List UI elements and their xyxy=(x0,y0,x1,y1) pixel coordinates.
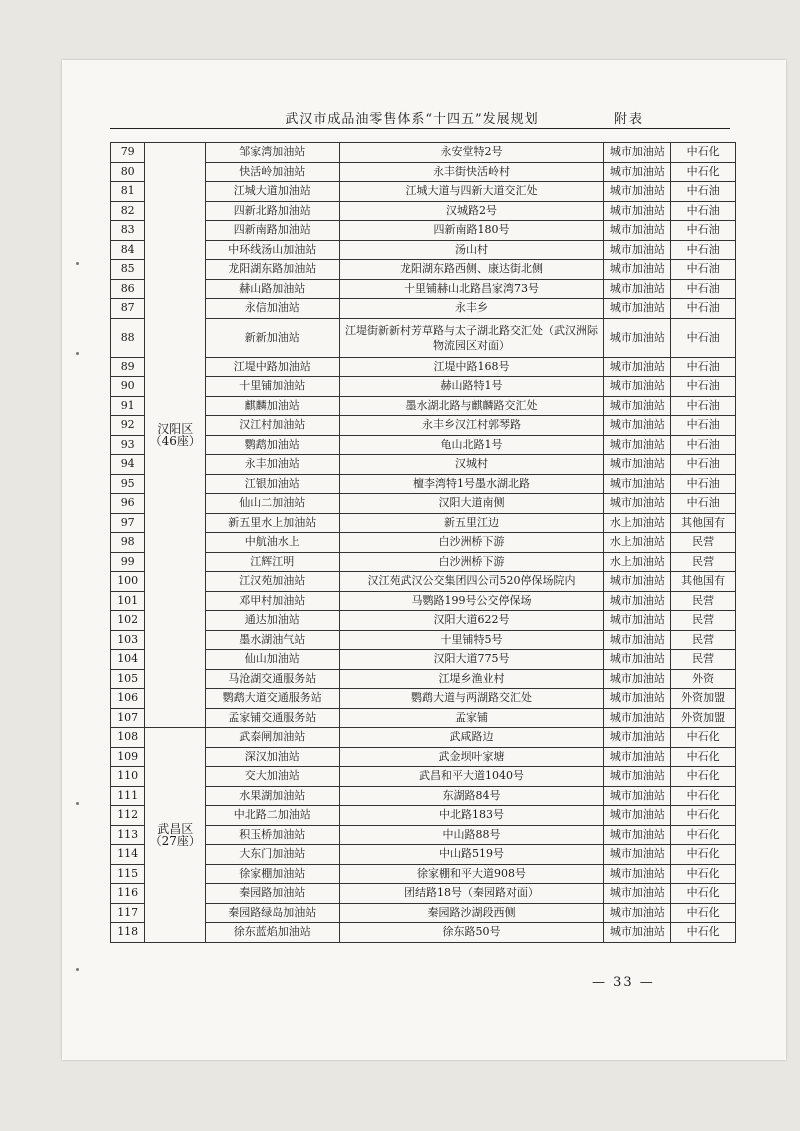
station-type-cell: 城市加油站 xyxy=(604,494,671,514)
row-number-cell: 82 xyxy=(111,201,145,221)
row-number-cell: 101 xyxy=(111,591,145,611)
address-cell: 秦园路沙湖段西侧 xyxy=(339,903,604,923)
station-name-cell: 鹦鹉大道交通服务站 xyxy=(206,689,339,709)
ownership-cell: 外资加盟 xyxy=(671,708,736,728)
address-cell: 团结路18号（秦园路对面） xyxy=(339,884,604,904)
station-type-cell: 城市加油站 xyxy=(604,377,671,397)
station-name-cell: 通达加油站 xyxy=(206,611,339,631)
row-number-cell: 104 xyxy=(111,650,145,670)
ownership-cell: 中石油 xyxy=(671,182,736,202)
ownership-cell: 中石化 xyxy=(671,825,736,845)
address-cell: 汉阳大道775号 xyxy=(339,650,604,670)
ownership-cell: 中石油 xyxy=(671,474,736,494)
address-cell: 永丰乡汉江村郭琴路 xyxy=(339,416,604,436)
row-number-cell: 113 xyxy=(111,825,145,845)
station-type-cell: 城市加油站 xyxy=(604,708,671,728)
station-type-cell: 城市加油站 xyxy=(604,825,671,845)
row-number-cell: 106 xyxy=(111,689,145,709)
ownership-cell: 中石油 xyxy=(671,494,736,514)
row-number-cell: 114 xyxy=(111,845,145,865)
row-number-cell: 94 xyxy=(111,455,145,475)
station-name-cell: 仙山加油站 xyxy=(206,650,339,670)
ownership-cell: 中石化 xyxy=(671,923,736,943)
address-cell: 江堤中路168号 xyxy=(339,357,604,377)
row-number-cell: 84 xyxy=(111,240,145,260)
ownership-cell: 民营 xyxy=(671,591,736,611)
gas-station-table xyxy=(110,142,736,943)
station-type-cell: 城市加油站 xyxy=(604,143,671,163)
row-number-cell: 102 xyxy=(111,611,145,631)
row-number-cell: 86 xyxy=(111,279,145,299)
address-cell: 江城大道与四新大道交汇处 xyxy=(339,182,604,202)
row-number-cell: 112 xyxy=(111,806,145,826)
station-name-cell: 仙山二加油站 xyxy=(206,494,339,514)
station-type-cell: 城市加油站 xyxy=(604,357,671,377)
station-name-cell: 四新南路加油站 xyxy=(206,221,339,241)
table-row xyxy=(111,728,736,748)
address-cell: 新五里江边 xyxy=(339,513,604,533)
station-name-cell: 徐东蓝焰加油站 xyxy=(206,923,339,943)
station-type-cell: 城市加油站 xyxy=(604,240,671,260)
address-cell: 永丰乡 xyxy=(339,299,604,319)
ownership-cell: 中石化 xyxy=(671,884,736,904)
table-row xyxy=(111,143,736,163)
address-cell: 龟山北路1号 xyxy=(339,435,604,455)
page-number: — 33 — xyxy=(592,975,655,990)
station-name-cell: 江辉江明 xyxy=(206,552,339,572)
address-cell: 赫山路特1号 xyxy=(339,377,604,397)
ownership-cell: 中石油 xyxy=(671,416,736,436)
district-cell xyxy=(145,728,206,943)
row-number-cell: 116 xyxy=(111,884,145,904)
address-cell: 白沙洲桥下游 xyxy=(339,533,604,553)
station-type-cell: 城市加油站 xyxy=(604,435,671,455)
station-name-cell: 中航油水上 xyxy=(206,533,339,553)
station-type-cell: 城市加油站 xyxy=(604,572,671,592)
address-cell: 孟家铺 xyxy=(339,708,604,728)
ownership-cell: 中石油 xyxy=(671,396,736,416)
row-number-cell: 80 xyxy=(111,162,145,182)
row-number-cell: 107 xyxy=(111,708,145,728)
ownership-cell: 中石油 xyxy=(671,260,736,280)
address-cell: 武金坝叶家塘 xyxy=(339,747,604,767)
station-type-cell: 城市加油站 xyxy=(604,279,671,299)
ownership-cell: 中石化 xyxy=(671,786,736,806)
address-cell: 东湖路84号 xyxy=(339,786,604,806)
ownership-cell: 中石油 xyxy=(671,240,736,260)
binding-hole-mark xyxy=(76,262,79,265)
address-cell: 汉阳大道南侧 xyxy=(339,494,604,514)
address-cell: 永丰街快活岭村 xyxy=(339,162,604,182)
station-type-cell: 城市加油站 xyxy=(604,884,671,904)
row-number-cell: 100 xyxy=(111,572,145,592)
ownership-cell: 民营 xyxy=(671,552,736,572)
ownership-cell: 中石油 xyxy=(671,455,736,475)
station-name-cell: 四新北路加油站 xyxy=(206,201,339,221)
ownership-cell: 其他国有 xyxy=(671,513,736,533)
document-page xyxy=(62,60,786,1060)
station-name-cell: 江银加油站 xyxy=(206,474,339,494)
ownership-cell: 中石油 xyxy=(671,318,736,357)
station-name-cell: 深汉加油站 xyxy=(206,747,339,767)
row-number-cell: 79 xyxy=(111,143,145,163)
ownership-cell: 民营 xyxy=(671,650,736,670)
binding-hole-mark xyxy=(76,352,79,355)
ownership-cell: 中石化 xyxy=(671,767,736,787)
station-name-cell: 中北路二加油站 xyxy=(206,806,339,826)
ownership-cell: 外资 xyxy=(671,669,736,689)
station-name-cell: 交大加油站 xyxy=(206,767,339,787)
district-name: 武昌区 xyxy=(157,821,194,836)
station-type-cell: 城市加油站 xyxy=(604,416,671,436)
row-number-cell: 111 xyxy=(111,786,145,806)
address-cell: 汉阳大道622号 xyxy=(339,611,604,631)
ownership-cell: 外资加盟 xyxy=(671,689,736,709)
row-number-cell: 83 xyxy=(111,221,145,241)
station-name-cell: 龙阳湖东路加油站 xyxy=(206,260,339,280)
station-type-cell: 城市加油站 xyxy=(604,201,671,221)
address-cell: 鹦鹉大道与两湖路交汇处 xyxy=(339,689,604,709)
district-station-count: （46座） xyxy=(149,434,201,448)
address-cell: 汉城村 xyxy=(339,455,604,475)
row-number-cell: 118 xyxy=(111,923,145,943)
station-name-cell: 墨水湖油气站 xyxy=(206,630,339,650)
station-type-cell: 城市加油站 xyxy=(604,182,671,202)
address-cell: 汤山村 xyxy=(339,240,604,260)
address-cell: 墨水湖北路与麒麟路交汇处 xyxy=(339,396,604,416)
ownership-cell: 中石油 xyxy=(671,357,736,377)
row-number-cell: 91 xyxy=(111,396,145,416)
station-type-cell: 水上加油站 xyxy=(604,533,671,553)
row-number-cell: 110 xyxy=(111,767,145,787)
ownership-cell: 中石油 xyxy=(671,299,736,319)
row-number-cell: 87 xyxy=(111,299,145,319)
station-name-cell: 积玉桥加油站 xyxy=(206,825,339,845)
address-cell: 四新南路180号 xyxy=(339,221,604,241)
district-cell xyxy=(145,143,206,728)
station-name-cell: 永信加油站 xyxy=(206,299,339,319)
station-name-cell: 汉江村加油站 xyxy=(206,416,339,436)
station-name-cell: 新五里水上加油站 xyxy=(206,513,339,533)
ownership-cell: 民营 xyxy=(671,533,736,553)
row-number-cell: 99 xyxy=(111,552,145,572)
station-name-cell: 水果湖加油站 xyxy=(206,786,339,806)
row-number-cell: 95 xyxy=(111,474,145,494)
district-name: 汉阳区 xyxy=(157,422,194,436)
station-type-cell: 城市加油站 xyxy=(604,728,671,748)
ownership-cell: 中石化 xyxy=(671,162,736,182)
address-cell: 檀李湾特1号墨水湖北路 xyxy=(339,474,604,494)
station-name-cell: 中环线汤山加油站 xyxy=(206,240,339,260)
station-type-cell: 城市加油站 xyxy=(604,786,671,806)
station-type-cell: 城市加油站 xyxy=(604,260,671,280)
row-number-cell: 105 xyxy=(111,669,145,689)
appendix-label: 附表 xyxy=(614,112,645,127)
station-type-cell: 城市加油站 xyxy=(604,864,671,884)
ownership-cell: 民营 xyxy=(671,630,736,650)
station-type-cell: 城市加油站 xyxy=(604,903,671,923)
station-name-cell: 鹦鹉加油站 xyxy=(206,435,339,455)
station-name-cell: 十里铺加油站 xyxy=(206,377,339,397)
station-name-cell: 孟家铺交通服务站 xyxy=(206,708,339,728)
station-type-cell: 城市加油站 xyxy=(604,630,671,650)
address-cell: 汉江苑武汉公交集团四公司520停保场院内 xyxy=(339,572,604,592)
station-name-cell: 江城大道加油站 xyxy=(206,182,339,202)
district-station-count: （27座） xyxy=(149,833,201,848)
station-name-cell: 马沧湖交通服务站 xyxy=(206,669,339,689)
station-type-cell: 城市加油站 xyxy=(604,474,671,494)
binding-hole-mark xyxy=(76,968,79,971)
address-cell: 马鹦路199号公交停保场 xyxy=(339,591,604,611)
station-name-cell: 江汉苑加油站 xyxy=(206,572,339,592)
station-type-cell: 城市加油站 xyxy=(604,396,671,416)
address-cell: 武咸路边 xyxy=(339,728,604,748)
row-number-cell: 97 xyxy=(111,513,145,533)
station-name-cell: 麒麟加油站 xyxy=(206,396,339,416)
row-number-cell: 81 xyxy=(111,182,145,202)
ownership-cell: 中石化 xyxy=(671,864,736,884)
ownership-cell: 中石油 xyxy=(671,201,736,221)
ownership-cell: 中石油 xyxy=(671,377,736,397)
ownership-cell: 民营 xyxy=(671,611,736,631)
address-cell: 徐家棚和平大道908号 xyxy=(339,864,604,884)
station-name-cell: 秦园路绿岛加油站 xyxy=(206,903,339,923)
row-number-cell: 103 xyxy=(111,630,145,650)
station-name-cell: 大东门加油站 xyxy=(206,845,339,865)
station-type-cell: 城市加油站 xyxy=(604,221,671,241)
station-name-cell: 新新加油站 xyxy=(206,318,339,357)
station-name-cell: 邹家湾加油站 xyxy=(206,143,339,163)
row-number-cell: 117 xyxy=(111,903,145,923)
address-cell: 十里铺特5号 xyxy=(339,630,604,650)
binding-hole-mark xyxy=(76,802,79,805)
station-type-cell: 水上加油站 xyxy=(604,552,671,572)
address-cell: 十里铺赫山北路昌家湾73号 xyxy=(339,279,604,299)
address-cell: 江堤街新新村芳草路与太子湖北路交汇处（武汉洲际物流园区对面） xyxy=(339,318,604,357)
address-cell: 徐东路50号 xyxy=(339,923,604,943)
address-cell: 江堤乡渔业村 xyxy=(339,669,604,689)
row-number-cell: 109 xyxy=(111,747,145,767)
station-name-cell: 江堤中路加油站 xyxy=(206,357,339,377)
row-number-cell: 88 xyxy=(111,318,145,357)
station-type-cell: 城市加油站 xyxy=(604,591,671,611)
ownership-cell: 中石油 xyxy=(671,279,736,299)
address-cell: 汉城路2号 xyxy=(339,201,604,221)
ownership-cell: 其他国有 xyxy=(671,572,736,592)
address-cell: 中北路183号 xyxy=(339,806,604,826)
ownership-cell: 中石油 xyxy=(671,435,736,455)
address-cell: 永安堂特2号 xyxy=(339,143,604,163)
station-name-cell: 邓甲村加油站 xyxy=(206,591,339,611)
address-cell: 武昌和平大道1040号 xyxy=(339,767,604,787)
station-name-cell: 永丰加油站 xyxy=(206,455,339,475)
address-cell: 龙阳湖东路西侧、康达街北侧 xyxy=(339,260,604,280)
station-type-cell: 城市加油站 xyxy=(604,455,671,475)
station-type-cell: 城市加油站 xyxy=(604,299,671,319)
row-number-cell: 90 xyxy=(111,377,145,397)
row-number-cell: 115 xyxy=(111,864,145,884)
station-type-cell: 城市加油站 xyxy=(604,650,671,670)
station-type-cell: 城市加油站 xyxy=(604,747,671,767)
address-cell: 白沙洲桥下游 xyxy=(339,552,604,572)
station-type-cell: 城市加油站 xyxy=(604,806,671,826)
row-number-cell: 89 xyxy=(111,357,145,377)
station-type-cell: 城市加油站 xyxy=(604,611,671,631)
station-type-cell: 城市加油站 xyxy=(604,318,671,357)
station-type-cell: 城市加油站 xyxy=(604,689,671,709)
station-type-cell: 城市加油站 xyxy=(604,845,671,865)
ownership-cell: 中石化 xyxy=(671,728,736,748)
ownership-cell: 中石化 xyxy=(671,845,736,865)
header-divider xyxy=(110,128,730,129)
station-name-cell: 武泰闸加油站 xyxy=(206,728,339,748)
station-name-cell: 秦园路加油站 xyxy=(206,884,339,904)
ownership-cell: 中石化 xyxy=(671,747,736,767)
row-number-cell: 93 xyxy=(111,435,145,455)
ownership-cell: 中石化 xyxy=(671,143,736,163)
ownership-cell: 中石化 xyxy=(671,903,736,923)
address-cell: 中山路88号 xyxy=(339,825,604,845)
station-name-cell: 赫山路加油站 xyxy=(206,279,339,299)
station-type-cell: 城市加油站 xyxy=(604,923,671,943)
station-type-cell: 城市加油站 xyxy=(604,767,671,787)
ownership-cell: 中石化 xyxy=(671,806,736,826)
station-type-cell: 水上加油站 xyxy=(604,513,671,533)
address-cell: 中山路519号 xyxy=(339,845,604,865)
station-type-cell: 城市加油站 xyxy=(604,669,671,689)
station-name-cell: 快活岭加油站 xyxy=(206,162,339,182)
ownership-cell: 中石油 xyxy=(671,221,736,241)
row-number-cell: 108 xyxy=(111,728,145,748)
row-number-cell: 85 xyxy=(111,260,145,280)
row-number-cell: 96 xyxy=(111,494,145,514)
row-number-cell: 92 xyxy=(111,416,145,436)
row-number-cell: 98 xyxy=(111,533,145,553)
document-title: 武汉市成品油零售体系“十四五”发展规划 xyxy=(285,112,539,127)
station-type-cell: 城市加油站 xyxy=(604,162,671,182)
station-name-cell: 徐家棚加油站 xyxy=(206,864,339,884)
